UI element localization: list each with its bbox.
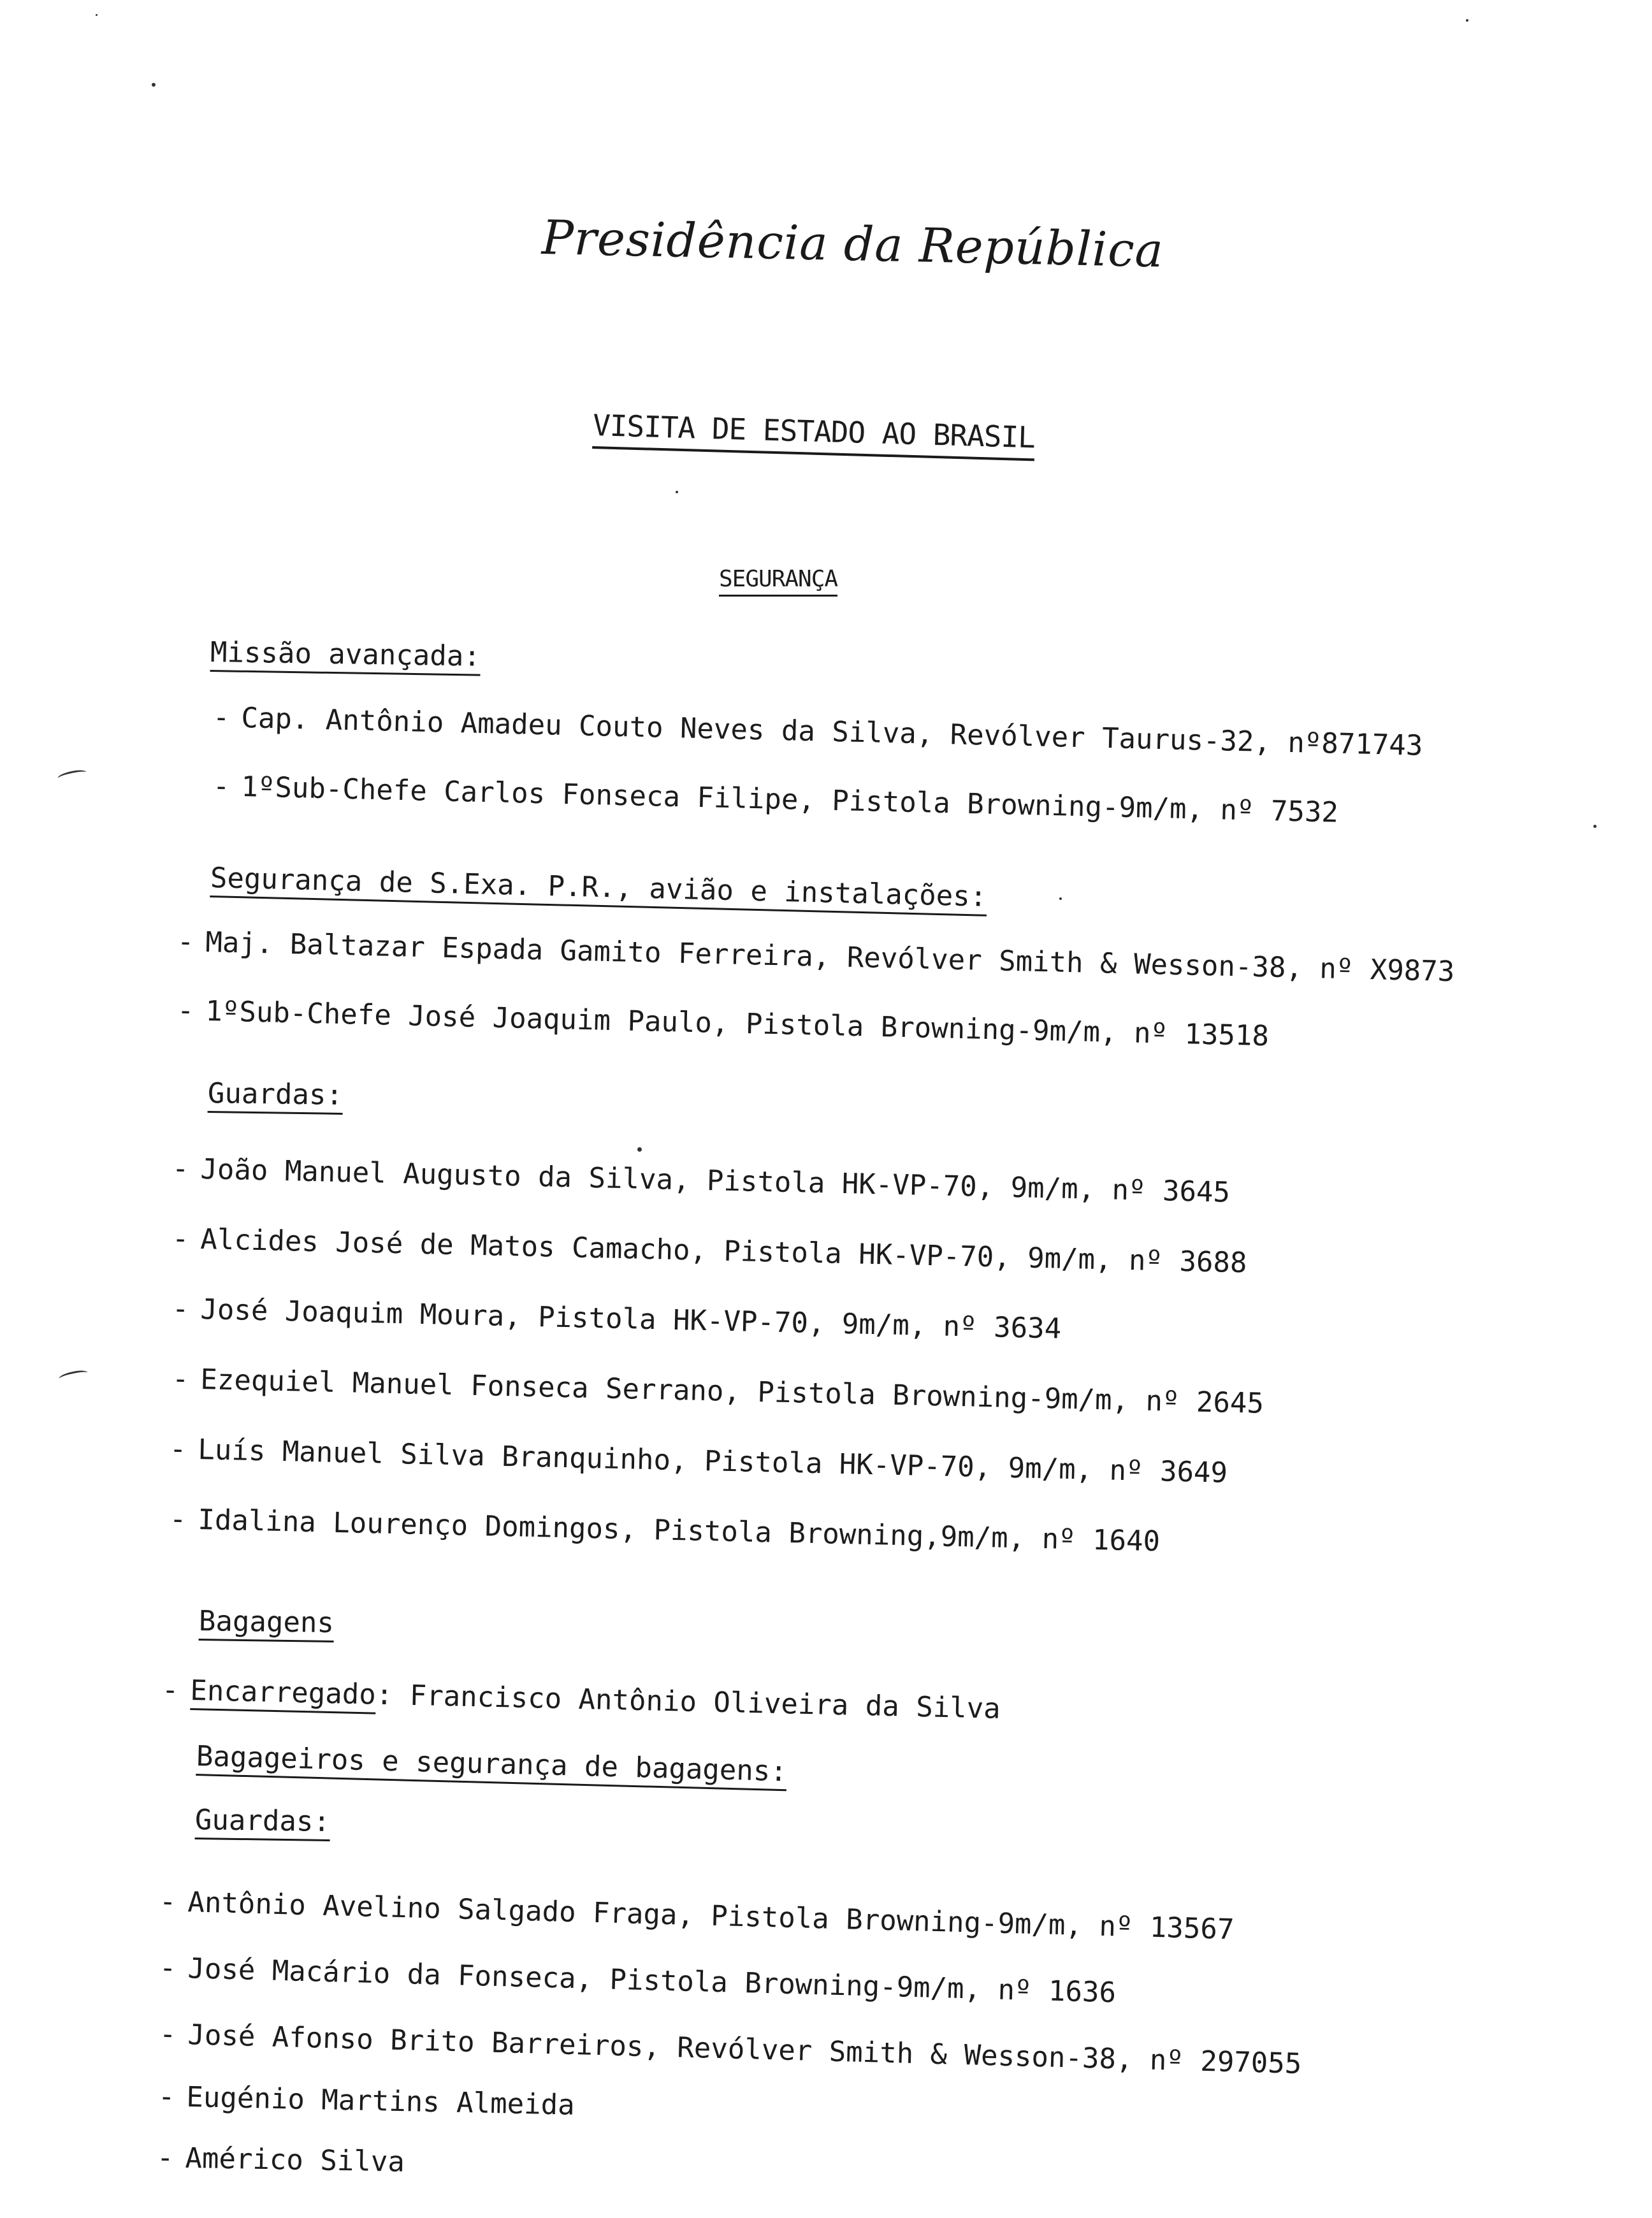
list-item: - João Manuel Augusto da Silva, Pistola HK-VP-70, 9m/m, nº 3645	[171, 1152, 1231, 1209]
scan-speck	[676, 491, 678, 493]
document-title: VISITA DE ESTADO AO BRASIL	[592, 408, 1036, 461]
scan-speck	[1059, 897, 1062, 900]
scan-speck	[96, 14, 98, 16]
list-item: - José Macário da Fonseca, Pistola Browning-9m/m, nº 1636	[159, 1952, 1117, 2010]
scan-mark	[58, 1368, 89, 1382]
security-heading: Segurança de S.Exa. P.R., avião e instalações:	[210, 862, 987, 913]
scan-speck	[152, 83, 156, 87]
list-item: - Idalina Lourenço Domingos, Pistola Browning,9m/m, nº 1640	[169, 1503, 1161, 1558]
scan-speck	[637, 1147, 642, 1152]
scan-speck	[1466, 19, 1468, 22]
list-item: - Luís Manuel Silva Branquinho, Pistola HK-VP-70, 9m/m, nº 3649	[169, 1433, 1228, 1490]
guards-heading: Guardas:	[195, 1804, 331, 1838]
manager-name: : Francisco Antônio Oliveira da Silva	[375, 1678, 1001, 1725]
guards-heading: Guardas:	[208, 1077, 344, 1112]
list-item: - 1ºSub-Chefe Carlos Fonseca Filipe, Pistola Browning-9m/m, nº 7532	[212, 770, 1339, 829]
list-item: - Antônio Avelino Salgado Fraga, Pistola Browning-9m/m, nº 13567	[159, 1885, 1235, 1946]
list-item: - Cap. Antônio Amadeu Couto Neves da Silva, Revólver Taurus-32, nº871743	[212, 701, 1423, 762]
list-item: - 1ºSub-Chefe José Joaquim Paulo, Pistola Browning-9m/m, nº 13518	[177, 994, 1270, 1053]
porters-heading: Bagageiros e segurança de bagagens:	[196, 1740, 787, 1788]
section-title: SEGURANÇA	[719, 566, 837, 597]
list-item: - Eugénio Martins Almeida	[157, 2080, 576, 2122]
list-item: - Ezequiel Manuel Fonseca Serrano, Pistola Browning-9m/m, nº 2645	[171, 1363, 1264, 1420]
list-item: - Encarregado: Francisco Antônio Oliveira da Silva	[161, 1674, 1001, 1725]
list-item: - Américo Silva	[156, 2142, 405, 2178]
manager-label: Encarregado	[190, 1674, 377, 1714]
scan-speck	[1593, 825, 1597, 828]
list-item: - Maj. Baltazar Espada Gamito Ferreira, Revólver Smith & Wesson-38, nº X9873	[177, 925, 1455, 989]
list-item: - José Joaquim Moura, Pistola HK-VP-70, 9m/m, nº 3634	[171, 1293, 1062, 1345]
luggage-heading: Bagagens	[199, 1605, 335, 1639]
list-item: - José Afonso Brito Barreiros, Revólver Smith & Wesson-38, nº 297055	[159, 2018, 1302, 2080]
scan-mark	[57, 768, 87, 782]
list-item: - Alcides José de Matos Camacho, Pistola HK-VP-70, 9m/m, nº 3688	[171, 1222, 1248, 1280]
advance-mission-heading: Missão avançada:	[210, 636, 481, 673]
letterhead: Presidência da República	[541, 210, 1164, 279]
